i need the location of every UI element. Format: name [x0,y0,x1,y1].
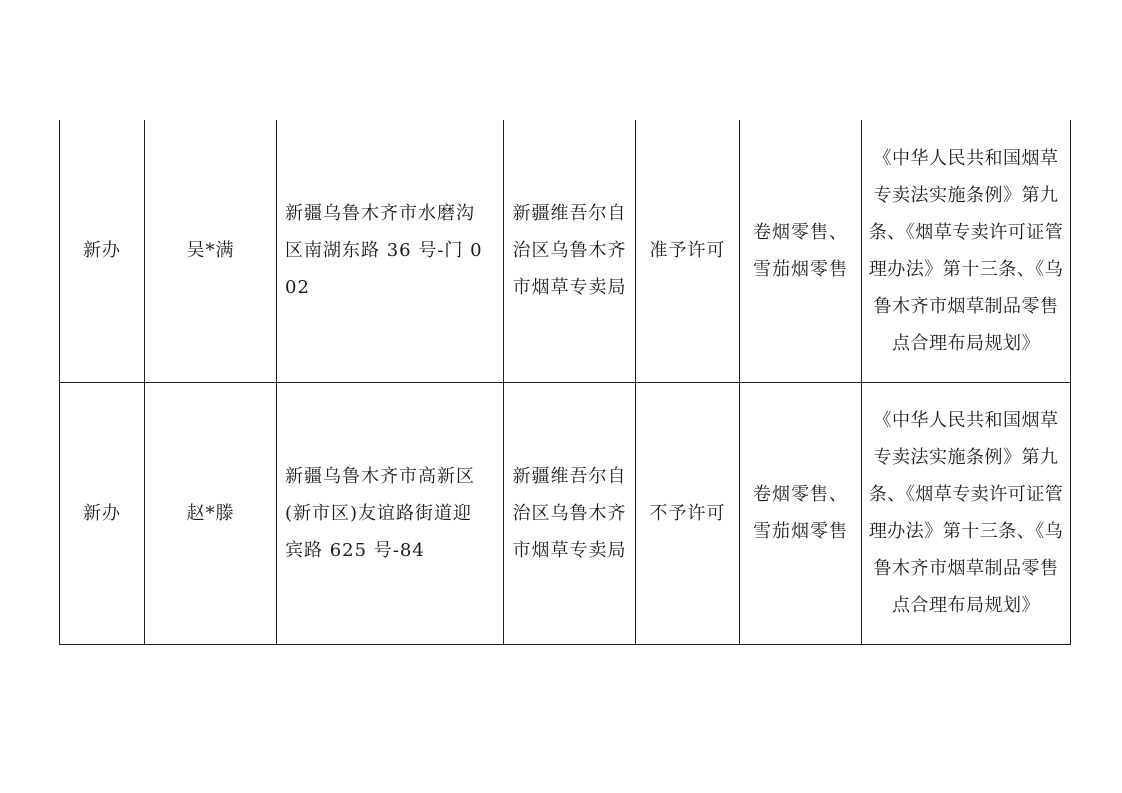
application-type-cell: 新办 [60,382,145,644]
legal-basis-cell: 《中华人民共和国烟草专卖法实施条例》第九条、《烟草专卖许可证管理办法》第十三条、《乌鲁木齐市烟草制品零售点合理布局规划》 [862,382,1071,644]
licensing-authority-cell: 新疆维吾尔自治区乌鲁木齐市烟草专卖局 [504,382,636,644]
application-type-cell: 新办 [60,120,145,382]
business-address-cell: 新疆乌鲁木齐市高新区(新市区)友谊路街道迎宾路 625 号-84 [277,382,504,644]
applicant-name-cell: 赵*滕 [145,382,277,644]
decision-cell: 准予许可 [636,120,740,382]
business-scope-cell: 卷烟零售、雪茄烟零售 [740,382,862,644]
table-row [60,120,1071,382]
applicant-name-cell: 吴*满 [145,120,277,382]
decision-cell: 不予许可 [636,382,740,644]
business-address-cell: 新疆乌鲁木齐市水磨沟区南湖东路 36 号-门 002 [277,120,504,382]
business-scope-cell: 卷烟零售、雪茄烟零售 [740,120,862,382]
permit-table [59,120,1071,645]
legal-basis-cell: 《中华人民共和国烟草专卖法实施条例》第九条、《烟草专卖许可证管理办法》第十三条、《乌鲁木齐市烟草制品零售点合理布局规划》 [862,120,1071,382]
licensing-authority-cell: 新疆维吾尔自治区乌鲁木齐市烟草专卖局 [504,120,636,382]
table-row [60,382,1071,644]
